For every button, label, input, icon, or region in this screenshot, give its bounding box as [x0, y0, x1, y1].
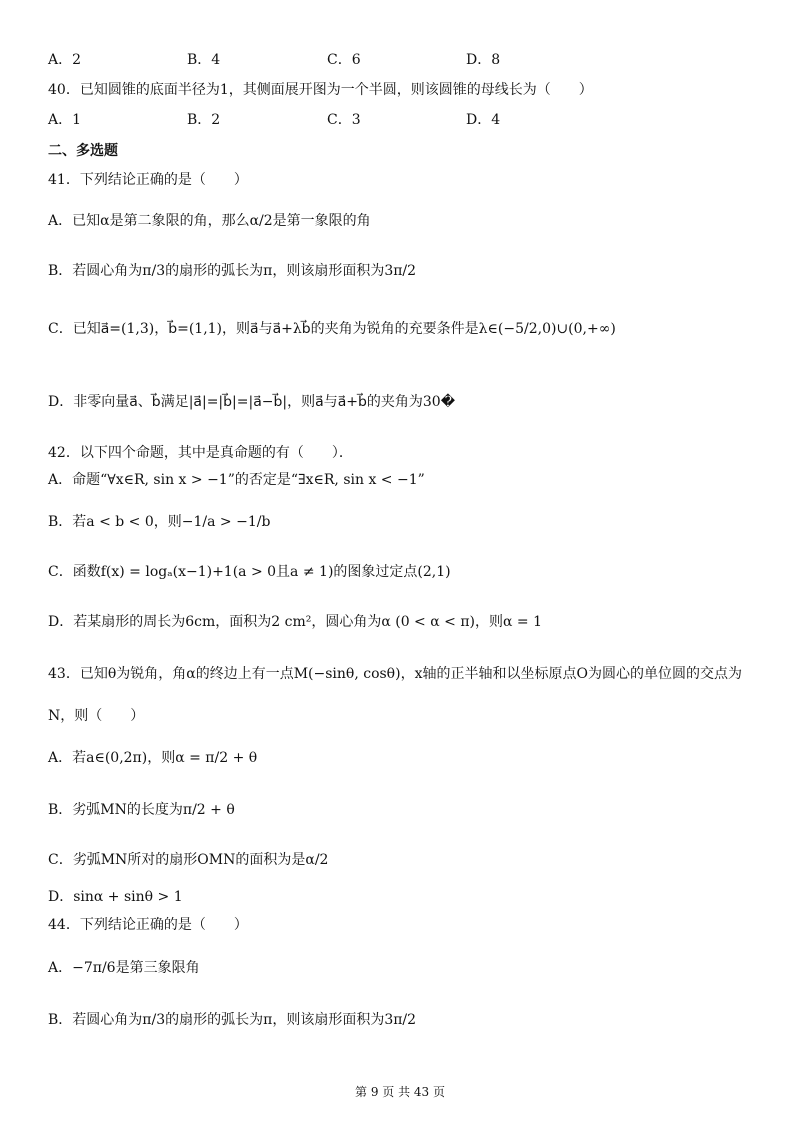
q44-option-b[interactable]: B．若圆心角为π/3的扇形的弧长为π，则该扇形面积为3π/2	[48, 1012, 417, 1028]
q41-option-d[interactable]: D．非零向量a⃗、b⃗满足|a⃗|=|b⃗|=|a⃗−b⃗|，则a⃗与a⃗+b⃗的夹角为30�	[48, 394, 456, 410]
q44-option-a[interactable]: A．−7π/6是第三象限角	[48, 960, 200, 976]
q42-stem: 42．以下四个命题，其中是真命题的有（ ）．	[48, 445, 353, 461]
q42-option-d[interactable]: D．若某扇形的周长为6cm，面积为2 cm²，圆心角为α (0 < α < π)，则α = 1	[48, 614, 542, 630]
q39-option-b[interactable]: B．4	[187, 52, 221, 68]
section-heading-multiple-choice: 二、多选题	[48, 143, 118, 159]
q43-option-d[interactable]: D．sinα + sinθ > 1	[48, 889, 183, 905]
page-footer: 第 9 页 共 43 页	[355, 1085, 445, 1099]
q44-stem: 44．下列结论正确的是（ ）	[48, 917, 248, 933]
q43-option-c[interactable]: C．劣弧MN所对的扇形OMN的面积为是α/2	[48, 852, 329, 868]
q40-stem: 40．已知圆锥的底面半径为1，其侧面展开图为一个半圆，则该圆锥的母线长为（ ）	[48, 82, 593, 98]
q39-option-a[interactable]: A．2	[48, 52, 82, 68]
q40-option-d[interactable]: D．4	[466, 112, 501, 128]
q43-option-a[interactable]: A．若a∈(0,2π)，则α = π/2 + θ	[48, 750, 258, 766]
q41-option-c[interactable]: C．已知a⃗=(1,3)，b⃗=(1,1)，则a⃗与a⃗+λb⃗的夹角为锐角的充要条件是λ∈(−5/2,0)∪(0,+∞)	[48, 321, 616, 337]
q42-option-a[interactable]: A．命题“∀x∈R, sin x > −1”的否定是“∃x∈R, sin x < −1”	[48, 472, 425, 488]
q43-stem-line1: 43．已知θ为锐角，角α的终边上有一点M(−sinθ, cosθ)，x轴的正半轴和以坐标原点O为圆心的单位圆的交点为	[48, 666, 742, 682]
q42-option-c[interactable]: C．函数f(x) = logₐ(x−1)+1(a > 0且a ≠ 1)的图象过定点(2,1)	[48, 564, 451, 580]
q40-option-a[interactable]: A．1	[48, 112, 82, 128]
q39-option-d[interactable]: D．8	[466, 52, 501, 68]
q41-option-b[interactable]: B．若圆心角为π/3的扇形的弧长为π，则该扇形面积为3π/2	[48, 263, 417, 279]
q43-stem-line2: N，则（ ）	[48, 708, 145, 724]
q41-option-a[interactable]: A．已知α是第二象限的角，那么α/2是第一象限的角	[48, 213, 371, 229]
q40-option-c[interactable]: C．3	[327, 112, 361, 128]
q40-option-b[interactable]: B．2	[187, 112, 221, 128]
q42-option-b[interactable]: B．若a < b < 0，则−1/a > −1/b	[48, 514, 271, 530]
q39-option-c[interactable]: C．6	[327, 52, 361, 68]
q43-option-b[interactable]: B．劣弧MN的长度为π/2 + θ	[48, 802, 235, 818]
q41-stem: 41．下列结论正确的是（ ）	[48, 172, 248, 188]
